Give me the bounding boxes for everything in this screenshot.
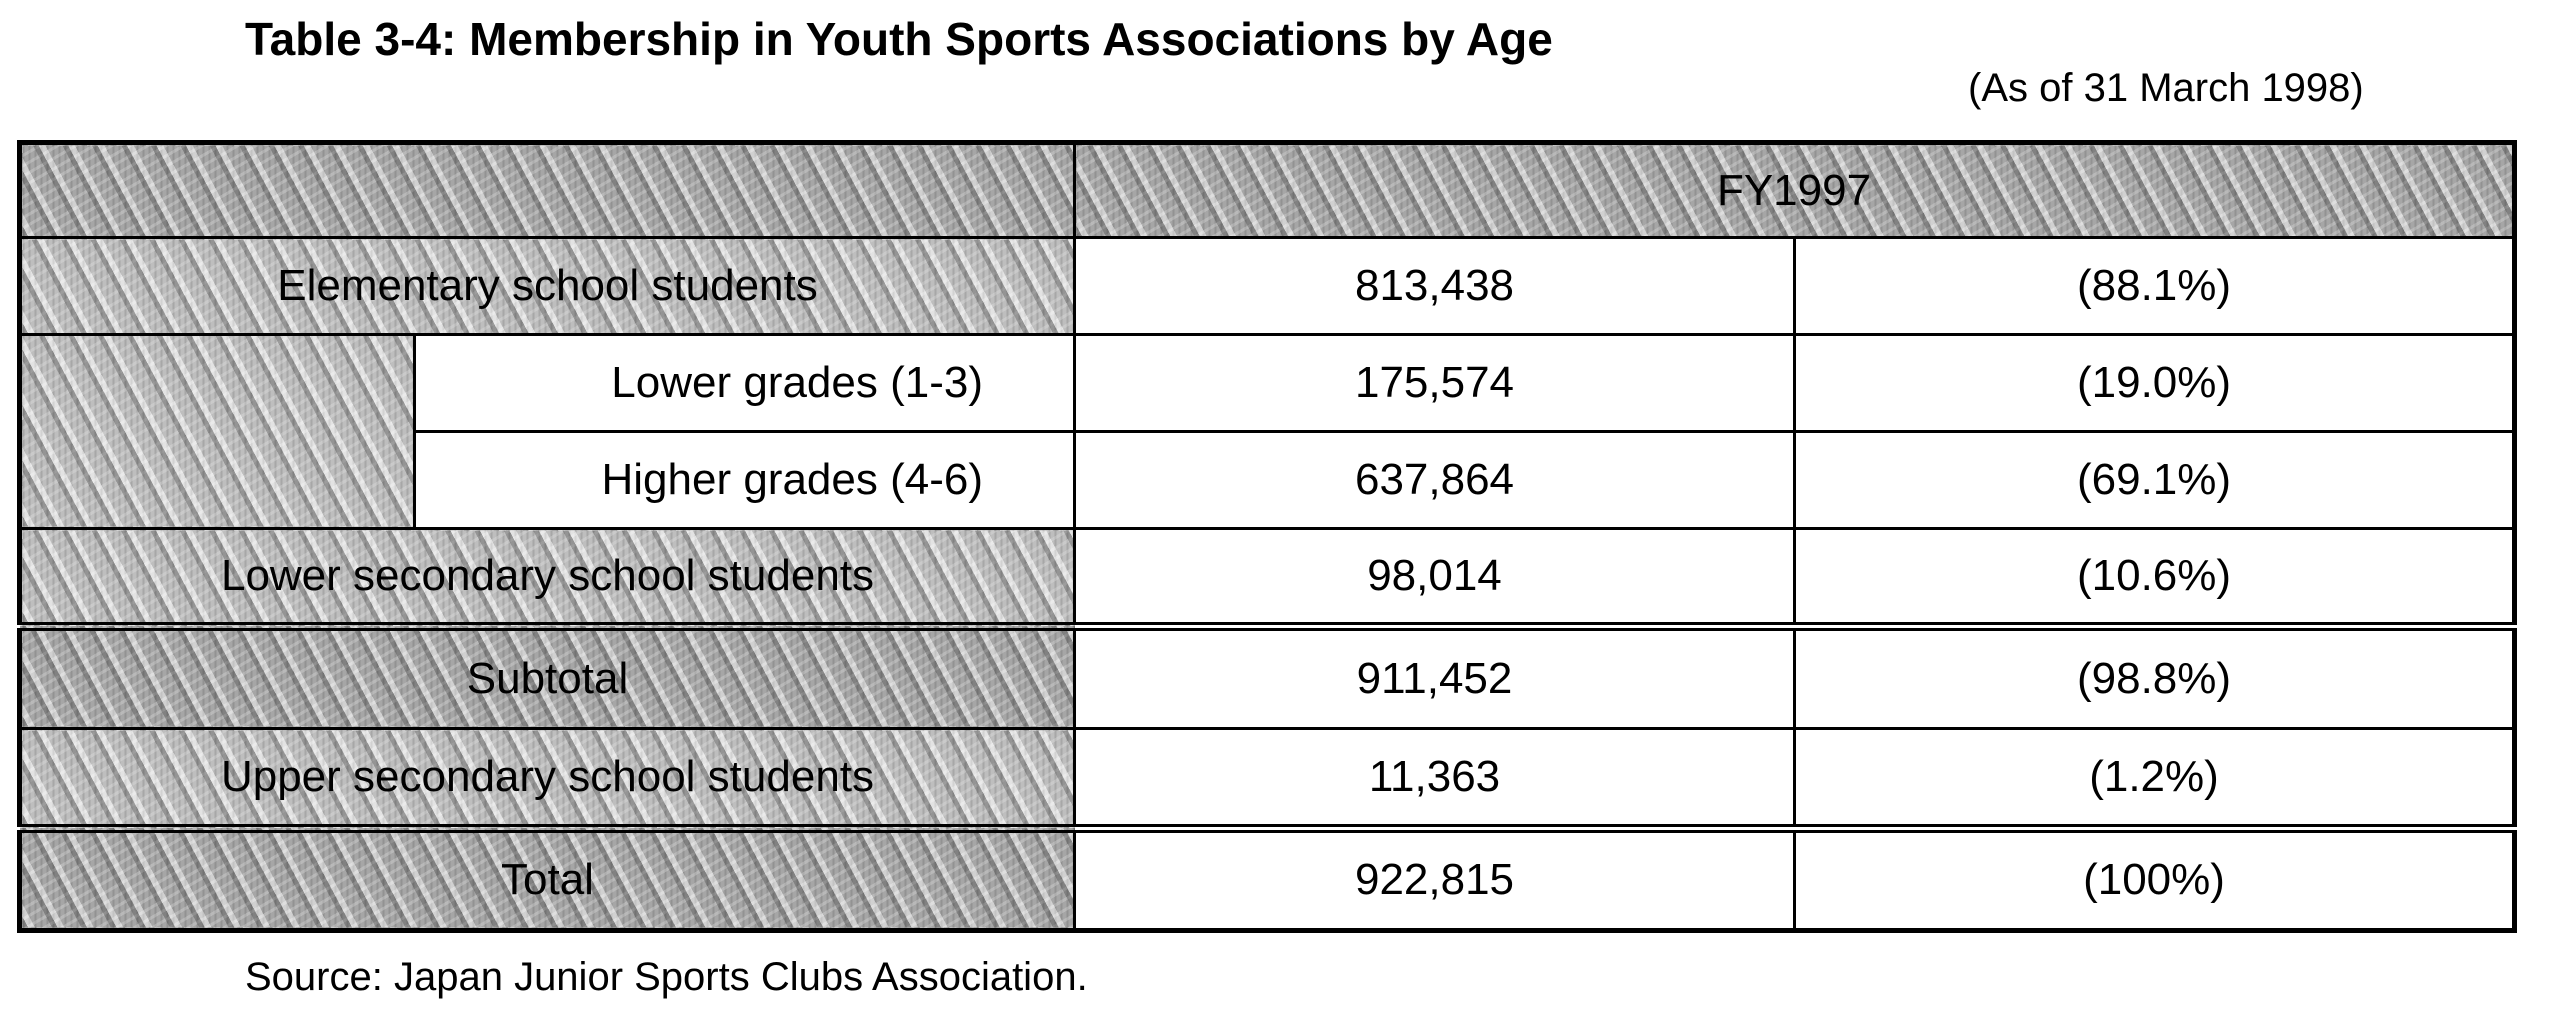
member-share: (10.6%) [1795,529,2515,626]
row-label: Lower grades (1-3) [415,334,1075,431]
member-count: 98,014 [1075,529,1795,626]
header-blank-cell [20,143,1075,238]
table-row [20,529,2515,626]
table-row [20,626,2515,728]
member-count: 911,452 [1075,626,1795,728]
member-count: 813,438 [1075,238,1795,334]
member-share: (19.0%) [1795,334,2515,431]
source-note: Source: Japan Junior Sports Clubs Association. [245,955,1088,999]
elementary-group-cell [20,334,415,529]
table-row [20,238,2515,334]
member-share: (88.1%) [1795,238,2515,334]
table-row [20,334,2515,431]
table-title: Table 3-4: Membership in Youth Sports Associations by Age [245,13,1553,65]
row-label: Higher grades (4-6) [415,431,1075,528]
member-share: (98.8%) [1795,626,2515,728]
member-share: (69.1%) [1795,431,2515,528]
row-label: Lower secondary school students [20,529,1075,626]
table-header-row [20,143,2515,238]
table-row [20,729,2515,828]
table-row [20,828,2515,931]
member-share: (100%) [1795,828,2515,931]
member-count: 922,815 [1075,828,1795,931]
as-of-date: (As of 31 March 1998) [1968,66,2364,110]
row-label: Total [20,828,1075,931]
member-count: 11,363 [1075,729,1795,828]
member-share: (1.2%) [1795,729,2515,828]
row-label: Upper secondary school students [20,729,1075,828]
membership-table [17,140,2517,933]
row-label: Elementary school students [20,238,1075,334]
member-count: 637,864 [1075,431,1795,528]
header-fy1997: FY1997 [1075,143,2515,238]
row-label: Subtotal [20,626,1075,728]
member-count: 175,574 [1075,334,1795,431]
